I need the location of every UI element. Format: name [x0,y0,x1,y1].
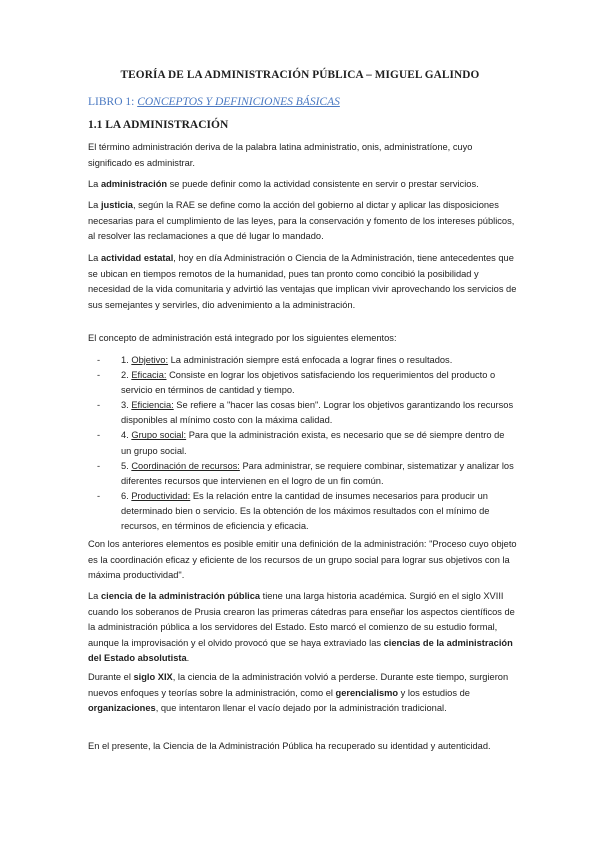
item-number: 5. [121,460,132,471]
item-term: Coordinación de recursos: [131,460,240,471]
elements-list [97,353,517,534]
item-description: Consiste en lograr los objetivos satisfaciendo los requerimientos del producto o servicio en términos de cantidad y tiempo. [121,370,496,396]
list-item [97,368,517,398]
paragraph-ciencia [88,589,518,667]
item-description: Para que la administración exista, es necesario que se dé siempre dentro de un grupo social. [121,430,505,456]
list-dash: - [97,460,101,471]
item-term: Eficacia: [131,370,167,381]
item-term: Eficiencia: [131,400,174,411]
list-dash: - [97,430,101,441]
paragraph-etymology: El término administración deriva de la palabra latina administratio, onis, administratíone, cuyo significado es administrar. [88,142,473,168]
list-item [97,398,517,428]
paragraph-administracion [88,177,518,193]
item-description: La administración siempre está enfocada a lograr fines o resultados. [168,355,453,365]
term-bold: ciencias de la administración del Estado absolutista [88,637,513,663]
term-bold: organizaciones [88,703,156,713]
term-bold: actividad estatal [100,253,174,263]
list-item [97,353,517,368]
book-heading [88,96,340,108]
document-title: TEORÍA DE LA ADMINISTRACIÓN PÚBLICA – MIGUEL GALINDO [120,69,480,81]
text: La [88,253,101,263]
paragraph-siglo-xix [88,670,518,717]
list-item [97,459,517,489]
item-number: 6. [121,490,132,501]
term-bold: administración [100,179,168,189]
term-bold: gerencialismo [335,687,399,698]
term-bold: justicia [100,200,133,210]
item-number: 1. [121,355,132,365]
book-title-link[interactable]: CONCEPTOS Y DEFINICIONES BÁSICAS [137,96,340,108]
section-title: 1.1 LA ADMINISTRACIÓN [88,119,229,131]
book-label: LIBRO 1: [88,96,138,108]
list-dash: - [97,355,101,365]
text: , la ciencia de la administración volvió a perderse. Durante este tiempo, surgieron nuevos enfoques y teorías sobre la administración, como el [88,672,509,698]
list-item [97,428,517,458]
text: . [186,653,190,663]
text: se puede definir como la actividad consistente en servir o prestar servicios. [167,179,479,189]
text: La [88,200,101,210]
item-description: Se refiere a "hacer las cosas bien". Lograr los objetivos garantizando los recursos disponibles al mínimo costo con la máxima calidad. [121,400,514,426]
list-dash: - [97,370,101,381]
term-bold: ciencia de la administración pública [100,591,261,601]
item-description: Para administrar, se requiere combinar, sistematizar y analizar los diferentes recursos que intervienen en el logro de un fin común. [121,460,514,486]
text: , que intentaron llenar el vacío dejado por la administración tradicional. [155,703,447,713]
paragraph-presente: En el presente, la Ciencia de la Administración Pública ha recuperado su identidad y autenticidad. [88,741,491,751]
item-number: 4. [121,430,132,441]
item-description: Es la relación entre la cantidad de insumes necesarios para producir un determinado bien o servicio. Es la obtención de los máximos resultados con el mínimo de recursos, en términos de eficiencia y eficacia. [121,490,490,532]
text: La [88,179,101,189]
item-term: Objetivo: [131,355,169,365]
paragraph-elements-intro: El concepto de administración está integrado por los siguientes elementos: [88,333,397,343]
item-term: Productividad: [131,490,191,501]
list-dash: - [97,400,101,411]
paragraph-actividad-estatal [88,251,518,313]
text: , hoy en día Administración o Ciencia de la Administración, tiene antecedentes que se ubican en tiempos remotos de la humanidad, pues tan pronto como concibió la posibilidad y necesidad de la vida comunitaria y advirtió las ventajas que implican vivir aprovechando los servicios de sus semejantes y servirles, dio advenimiento a la administración. [88,253,517,310]
text: La [88,591,101,601]
item-term: Grupo social: [131,430,187,441]
item-number: 2. [121,370,132,381]
text: tiene una larga historia académica. Surgió en el siglo XVIII cuando los soberanos de Prusia crearon las primeras cátedras para enseñar los aspectos científicos de la administración pública a los servidores del Estado. Esto marcó el comienzo de su estudio formal, aunque la improvisación y el olvido provocó que se haya extraviado las [88,591,515,648]
item-number: 3. [121,400,132,411]
term-bold: siglo XIX [133,672,173,682]
text: , según la RAE se define como la acción del gobierno al dictar y aplicar las disposiciones necesarias para el cumplimiento de las leyes, para la conservación y fomento de los intereses públicos, al resolver las reclamaciones a que dé lugar lo mandado. [88,200,515,241]
paragraph-justicia [88,198,518,245]
list-dash: - [97,490,101,501]
text: y los estudios de [398,687,470,698]
text: Durante el [88,672,134,682]
list-item [97,489,517,534]
paragraph-definition: Con los anteriores elementos es posible emitir una definición de la administración: "Proceso cuyo objeto es la coordinación eficaz y eficiente de los recursos de un grupo social para lograr sus objetivos con la máxima productividad". [88,539,517,580]
